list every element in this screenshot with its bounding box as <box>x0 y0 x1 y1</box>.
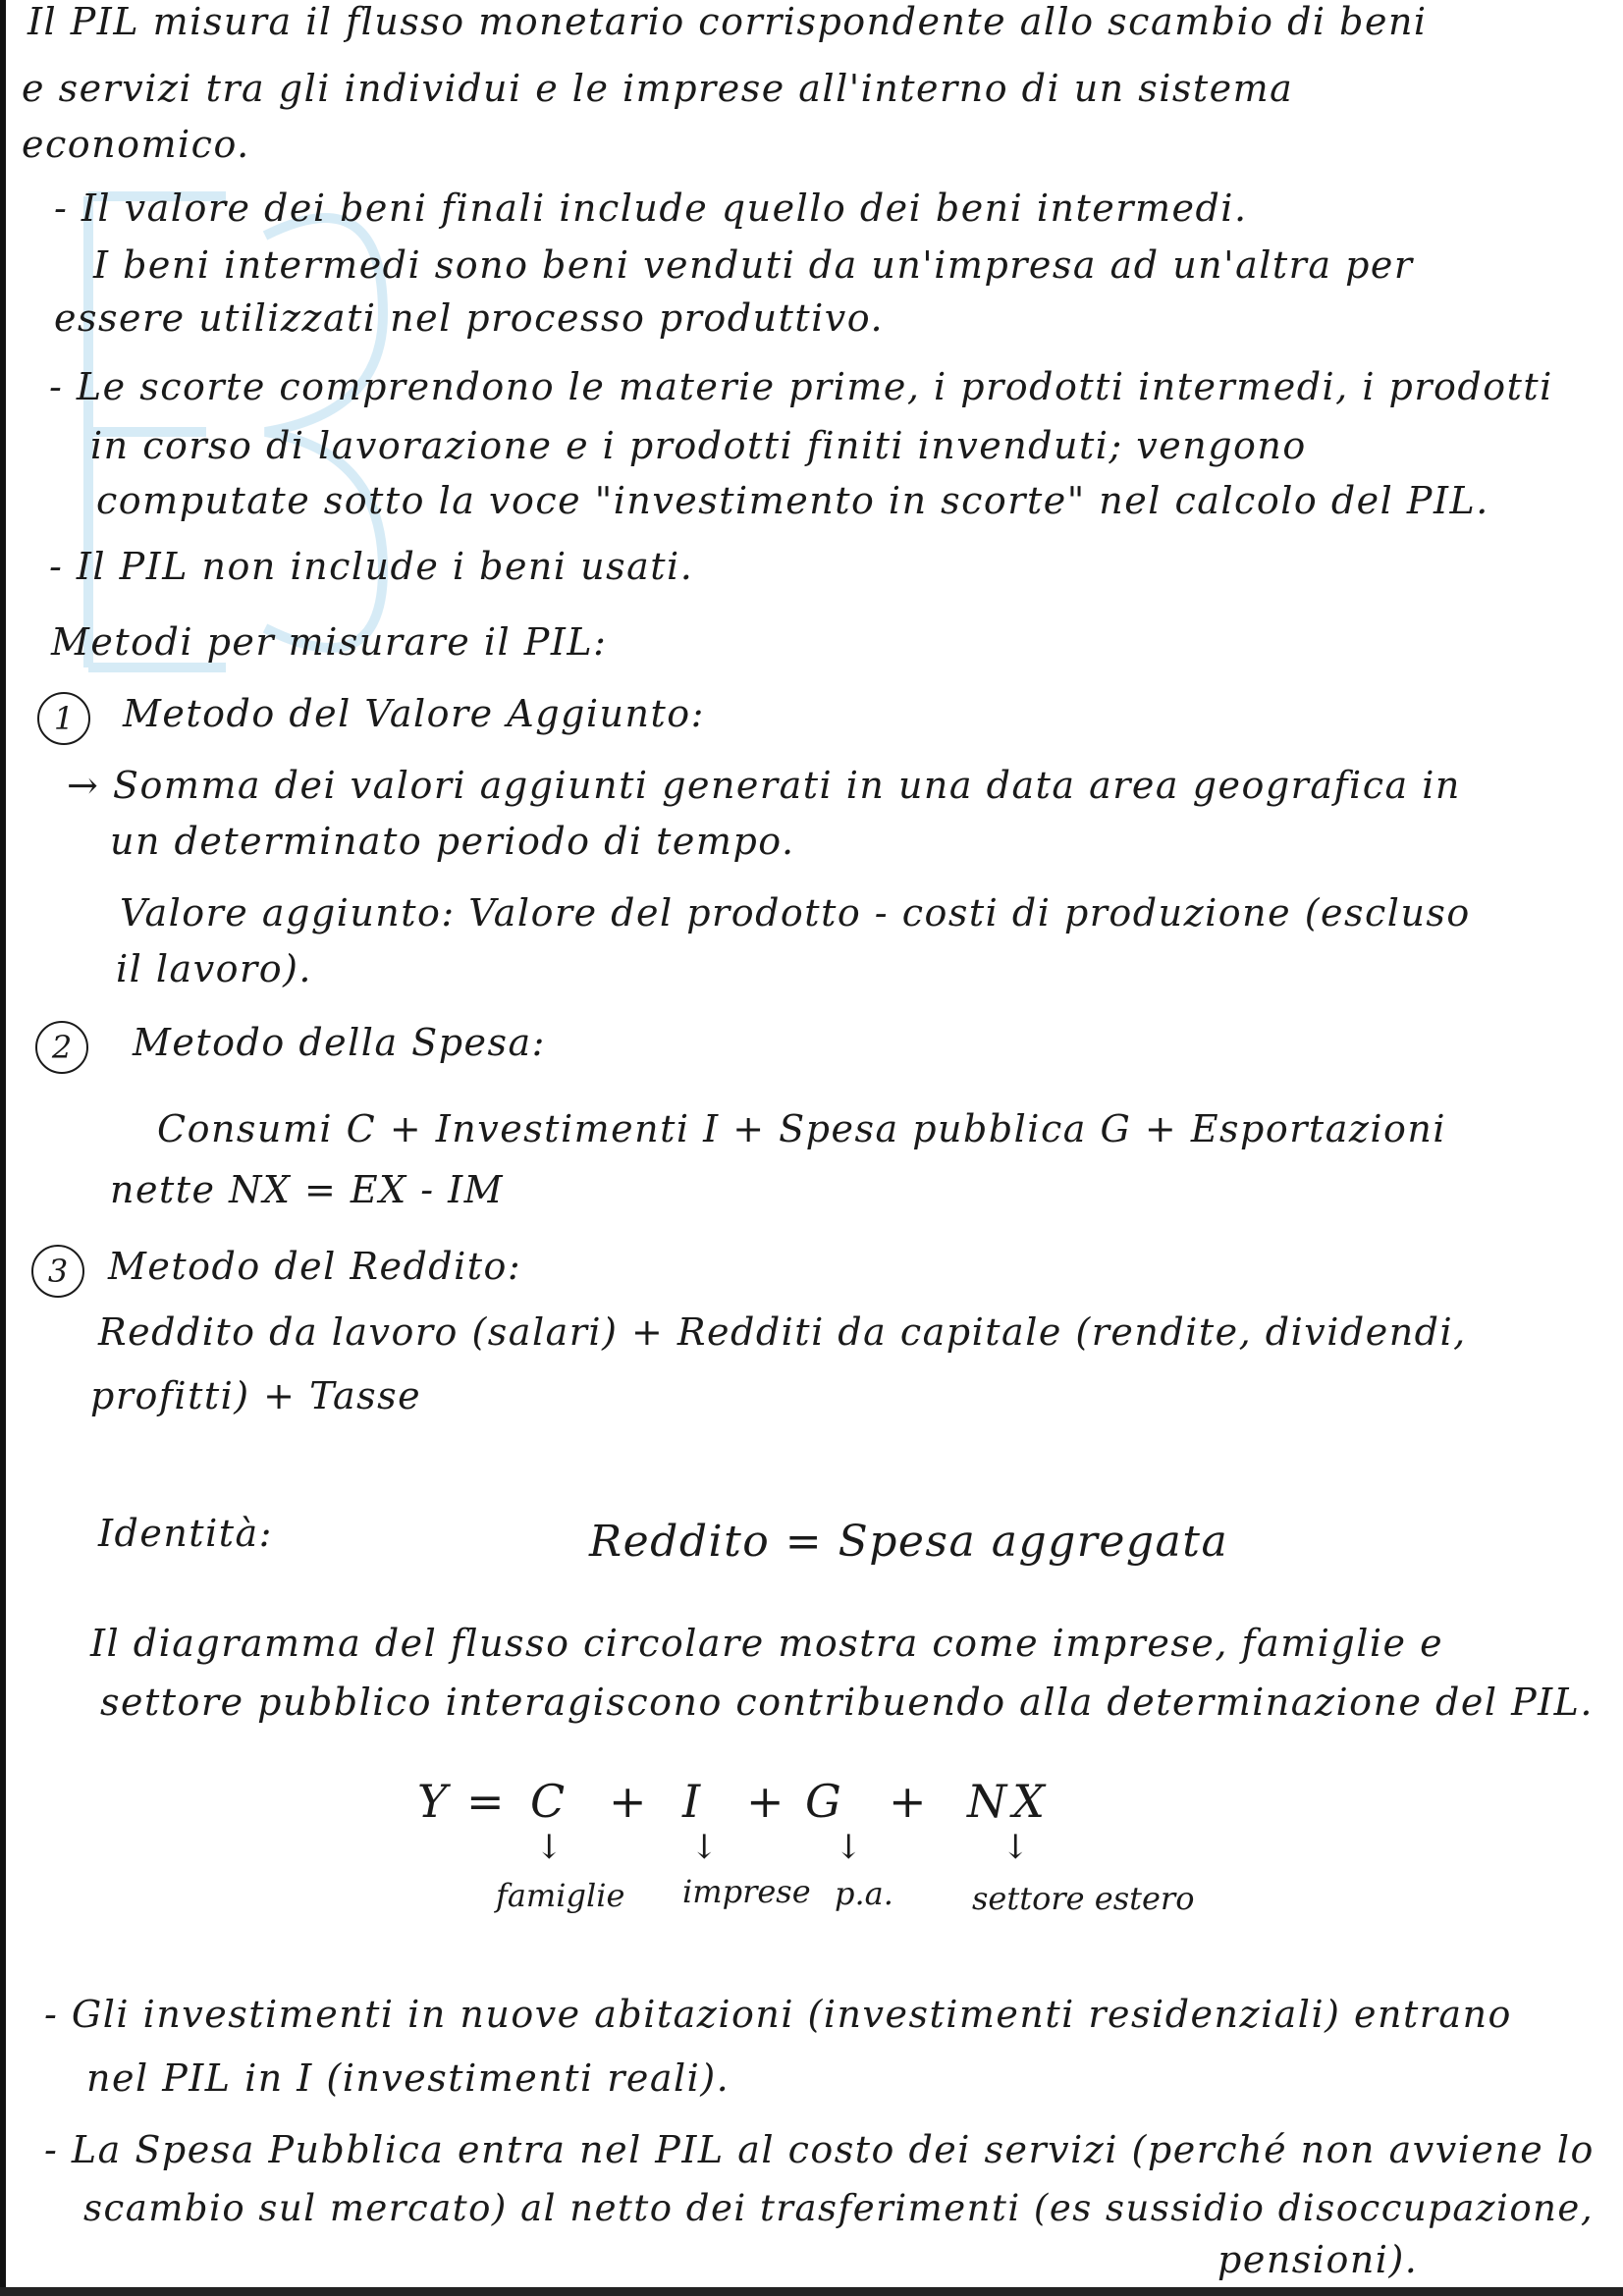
method-2-number: 2 <box>35 1021 88 1074</box>
arrow-down-icon: ↓ <box>535 1828 564 1867</box>
method-3-title: Metodo del Reddito: <box>108 1245 522 1288</box>
formula-plus-2: + <box>746 1775 790 1828</box>
method-1-line-3: Valore aggiunto: Valore del prodotto - costi di produzione (escluso <box>120 891 1471 934</box>
bullet-2-line-1: - Le scorte comprendono le materie prime, i prodotti intermedi, i prodotti <box>49 365 1553 408</box>
note-1-line-1: - Gli investimenti in nuove abitazioni (investimenti residenziali) entrano <box>44 1993 1512 2036</box>
formula-c: C <box>530 1775 571 1828</box>
identity-label: Identità: <box>98 1512 273 1555</box>
method-1-title: Metodo del Valore Aggiunto: <box>123 692 705 735</box>
intro-line-2: e servizi tra gli individui e le imprese all'interno di un sistema <box>22 67 1294 110</box>
formula-plus-1: + <box>609 1775 653 1828</box>
formula-nx: NX <box>967 1775 1051 1828</box>
method-1-number: 1 <box>37 692 90 745</box>
bullet-2-line-2: in corso di lavorazione e i prodotti finiti invenduti; vengono <box>90 424 1307 467</box>
bullet-1-line-2: I beni intermedi sono beni venduti da un'impresa ad un'altra per <box>93 243 1414 287</box>
formula-g: G <box>805 1775 847 1828</box>
method-1-line-4: il lavoro). <box>116 947 312 990</box>
formula-y: Y <box>417 1775 454 1828</box>
note-2-line-3: pensioni). <box>1217 2238 1419 2281</box>
intro-line-3: economico. <box>22 123 250 166</box>
label-pa: p.a. <box>835 1875 893 1912</box>
note-2-line-2: scambio sul mercato) al netto dei trasferimenti (es sussidio disoccupazione, <box>83 2187 1595 2229</box>
bullet-3-line-1: - Il PIL non include i beni usati. <box>49 545 694 588</box>
method-1-line-2: un determinato periodo di tempo. <box>110 820 795 863</box>
arrow-down-icon: ↓ <box>835 1828 863 1867</box>
method-3-number: 3 <box>31 1245 84 1298</box>
label-settore-estero: settore estero <box>972 1880 1195 1917</box>
formula-equals: = <box>466 1775 511 1828</box>
label-imprese: imprese <box>682 1873 811 1910</box>
arrow-down-icon: ↓ <box>1001 1828 1030 1867</box>
scan-edge-bottom <box>0 2287 1623 2296</box>
bullet-1-line-3: essere utilizzati nel processo produttivo. <box>54 296 885 340</box>
scan-edge-left <box>0 0 6 2296</box>
intro-line-1: Il PIL misura il flusso monetario corrispondente allo scambio di beni <box>27 0 1428 43</box>
label-famiglie: famiglie <box>496 1877 625 1914</box>
bullet-1-line-1: - Il valore dei beni finali include quello dei beni intermedi. <box>54 187 1248 230</box>
method-2-title: Metodo della Spesa: <box>133 1021 546 1064</box>
identity-equation: Reddito = Spesa aggregata <box>589 1517 1229 1567</box>
formula-i: I <box>682 1775 707 1828</box>
note-1-line-2: nel PIL in I (investimenti reali). <box>86 2056 730 2100</box>
diagram-text-line-2: settore pubblico interagiscono contribuendo alla determinazione del PIL. <box>100 1681 1594 1724</box>
method-3-line-2: profitti) + Tasse <box>90 1374 422 1417</box>
methods-title: Metodi per misurare il PIL: <box>51 620 608 664</box>
diagram-text-line-1: Il diagramma del flusso circolare mostra come imprese, famiglie e <box>90 1622 1444 1665</box>
method-2-line-2: nette NX = EX - IM <box>110 1168 505 1211</box>
formula-plus-3: + <box>889 1775 933 1828</box>
note-2-line-1: - La Spesa Pubblica entra nel PIL al costo dei servizi (perché non avviene lo <box>44 2128 1595 2171</box>
method-3-line-1: Reddito da lavoro (salari) + Redditi da capitale (rendite, dividendi, <box>98 1310 1467 1354</box>
method-1-line-1: → Somma dei valori aggiunti generati in una data area geografica in <box>67 764 1461 807</box>
arrow-down-icon: ↓ <box>690 1828 719 1867</box>
bullet-2-line-3: computate sotto la voce "investimento in scorte" nel calcolo del PIL. <box>96 479 1489 522</box>
method-2-line-1: Consumi C + Investimenti I + Spesa pubblica G + Esportazioni <box>157 1107 1447 1150</box>
